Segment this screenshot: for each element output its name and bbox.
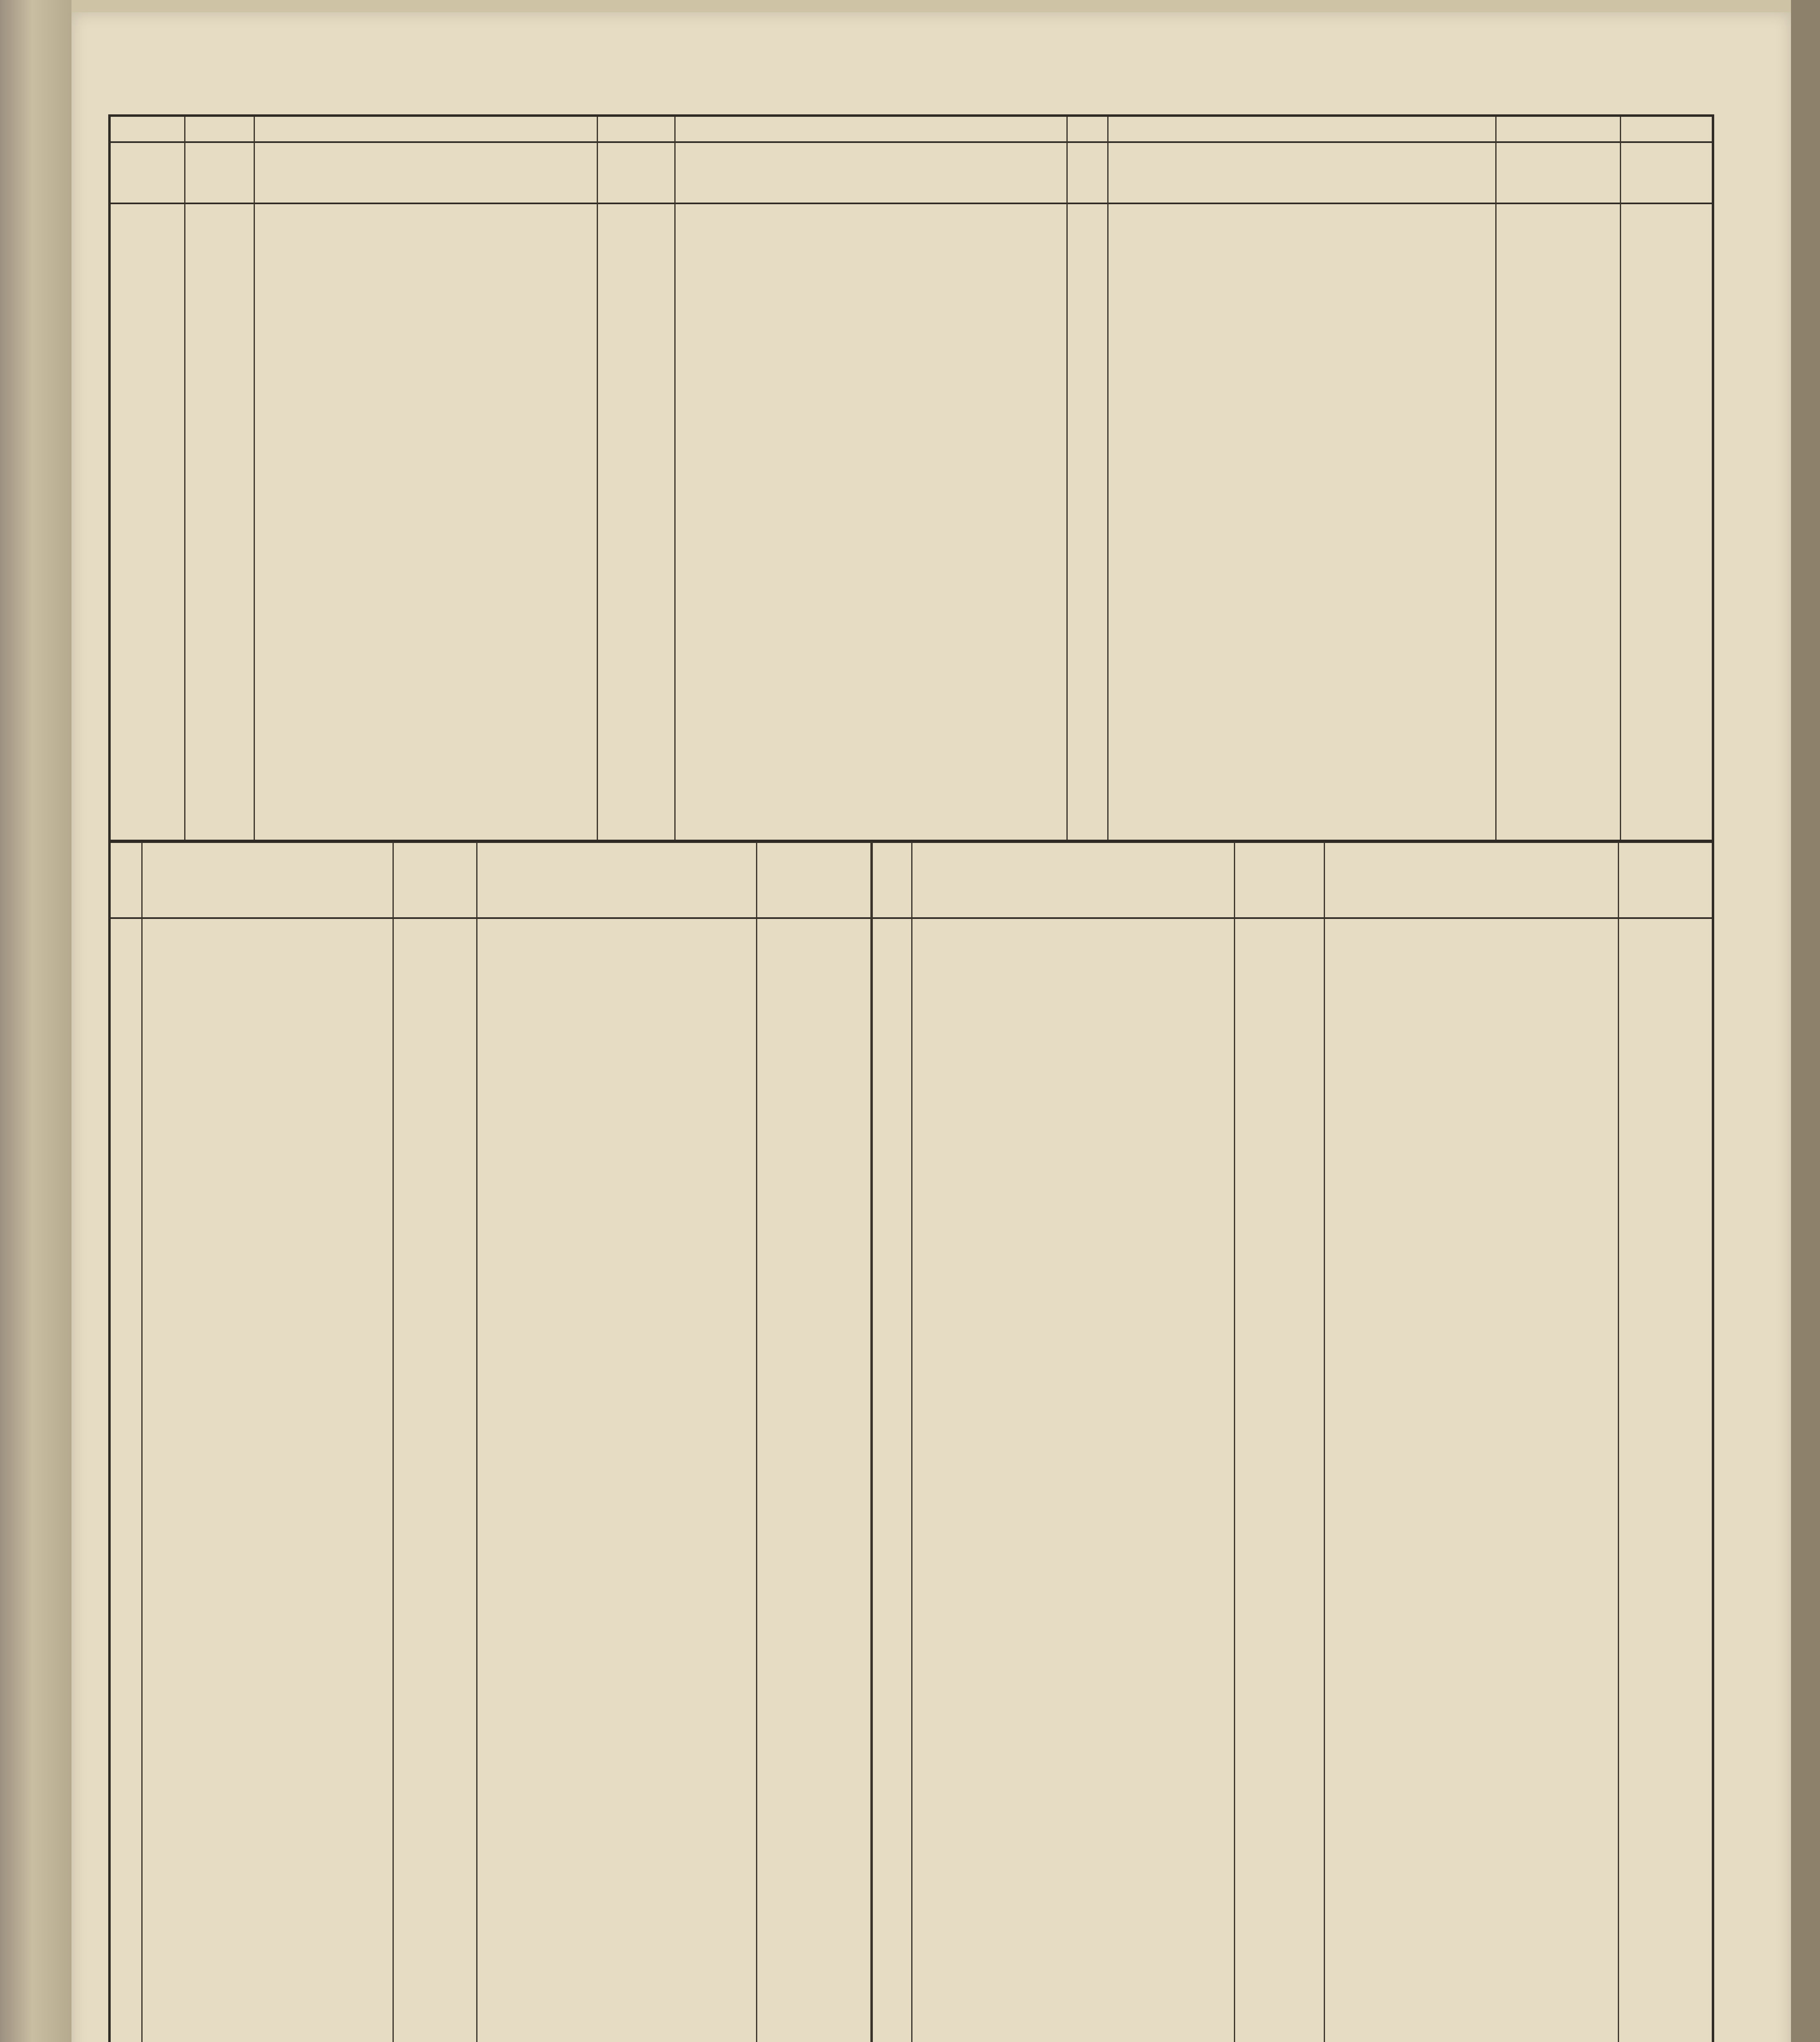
page-edge [1791,0,1820,2042]
quotation-table [108,114,1714,2042]
book-spine [0,0,71,2042]
page [71,12,1791,2042]
